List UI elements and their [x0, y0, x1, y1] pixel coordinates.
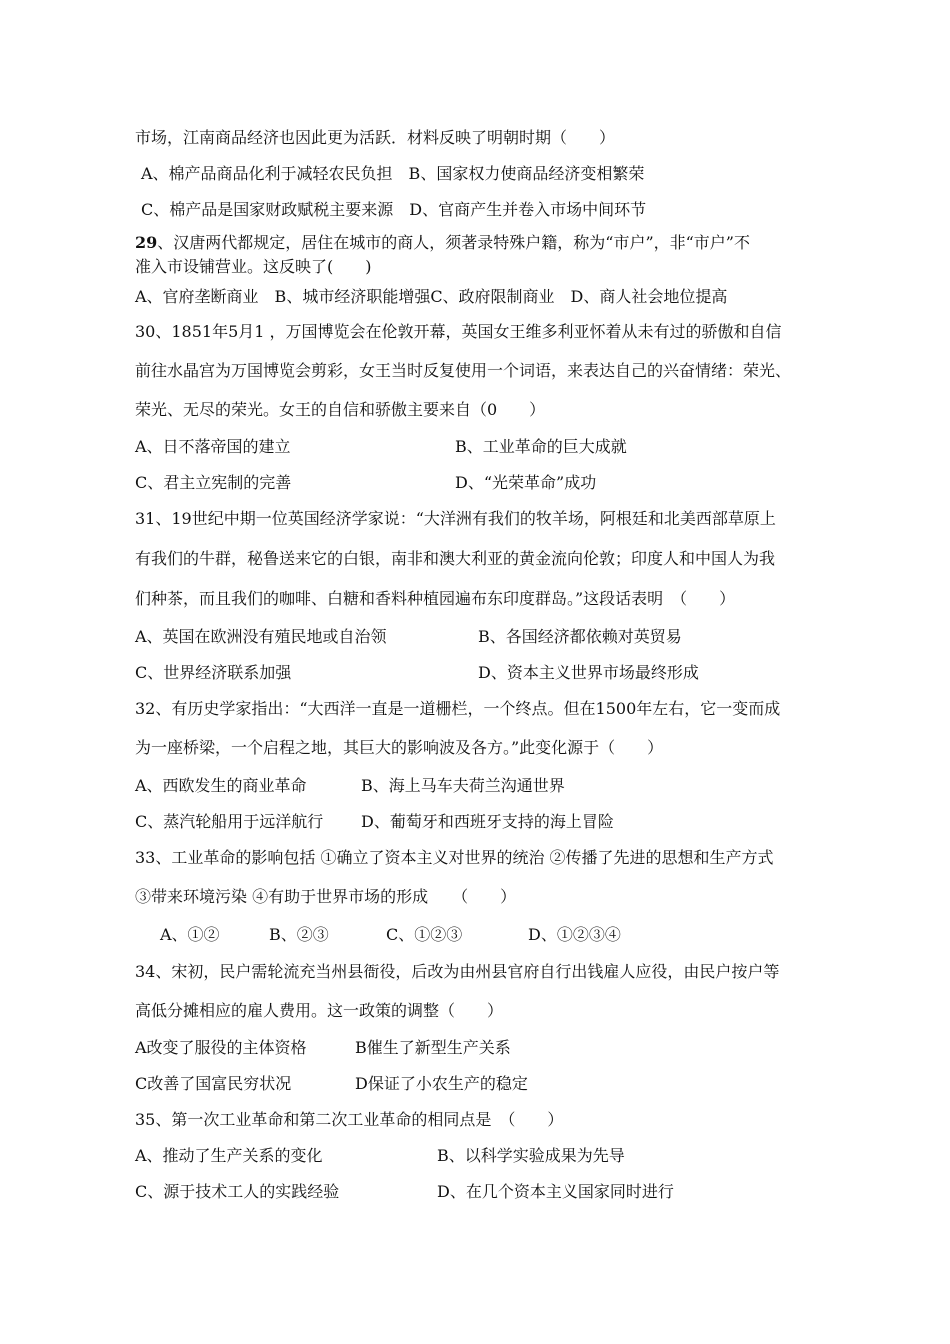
option-d: D、“光荣革命”成功 [455, 473, 597, 492]
option-a: A、日不落帝国的建立 [135, 437, 291, 456]
question-31-line: 31、19世纪中期一位英国经济学家说：“大洋洲有我们的牧羊场，阿根廷和北美西部草原上 [135, 509, 776, 528]
question-32-line: 32、有历史学家指出：“大西洋一直是一道栅栏，一个终点。但在1500年左右，它一变而成 [135, 699, 781, 718]
question-text-line: 市场，江南商品经济也因此更为活跃．材料反映了明朝时期（ ） [135, 128, 616, 147]
option-d: D、葡萄牙和西班牙支持的海上冒险 [361, 812, 614, 831]
question-29-line [135, 233, 750, 253]
question-text-line: ③带来环境污染 ④有助于世界市场的形成 （ ） [135, 887, 517, 906]
option-d: D保证了小农生产的稳定 [355, 1074, 528, 1093]
question-33-line: 33、工业革命的影响包括 ①确立了资本主义对世界的统治 ②传播了先进的思想和生产方式 [135, 848, 774, 867]
question-text-line: 准入市设铺营业。这反映了( ) [135, 257, 372, 276]
option-b: B、工业革命的巨大成就 [455, 437, 627, 456]
option-b: B、海上马车夫荷兰沟通世界 [361, 776, 565, 795]
option-line: A、棉产品商品化利于减轻农民负担 B、国家权力使商品经济变相繁荣 [141, 164, 645, 183]
option-d: D、①②③④ [528, 925, 621, 944]
option-d: D、资本主义世界市场最终形成 [478, 663, 699, 682]
question-text-line: 有我们的牛群，秘鲁送来它的白银，南非和澳大利亚的黄金流向伦敦；印度人和中国人为我 [135, 549, 776, 568]
question-text: 、汉唐两代都规定，居住在城市的商人，须著录特殊户籍，称为“市户”，非“市户”不 [157, 233, 750, 252]
option-b: B、各国经济都依赖对英贸易 [478, 627, 682, 646]
question-30-line: 30、1851年5月1 ，万国博览会在伦敦开幕，英国女王维多利亚怀着从未有过的骄傲和自信 [135, 322, 782, 341]
option-c: C、君主立宪制的完善 [135, 473, 292, 492]
question-text-line: 们种茶，而且我们的咖啡、白糖和香料种植园遍布东印度群岛。”这段话表明 （ ） [135, 589, 736, 608]
option-b: B、以科学实验成果为先导 [437, 1146, 625, 1165]
option-c: C、蒸汽轮船用于远洋航行 [135, 812, 324, 831]
question-text-line: 高低分摊相应的雇人费用。这一政策的调整（ ） [135, 1001, 504, 1020]
option-line: C、棉产品是国家财政赋税主要来源 D、官商产生并卷入市场中间环节 [141, 200, 647, 219]
option-line: A、官府垄断商业 B、城市经济职能增强C、政府限制商业 D、商人社会地位提高 [135, 287, 728, 306]
option-b: B、②③ [269, 925, 329, 944]
question-text-line: 前往水晶宫为万国博览会剪彩，女王当时反复使用一个词语，来表达自己的兴奋情绪：荣光、 [135, 361, 792, 380]
question-text-line: 为一座桥梁，一个启程之地，其巨大的影响波及各方。”此变化源于（ ） [135, 738, 664, 757]
option-b: B催生了新型生产关系 [355, 1038, 511, 1057]
option-c: C、世界经济联系加强 [135, 663, 292, 682]
option-a: A、推动了生产关系的变化 [135, 1146, 323, 1165]
option-c: C、①②③ [386, 925, 463, 944]
option-c: C、源于技术工人的实践经验 [135, 1182, 340, 1201]
option-a: A、西欧发生的商业革命 [135, 776, 307, 795]
option-a: A、英国在欧洲没有殖民地或自治领 [135, 627, 387, 646]
question-34-line: 34、宋初，民户需轮流充当州县衙役，后改为由州县官府自行出钱雇人应役，由民户按户等 [135, 962, 780, 981]
question-35-line: 35、第一次工业革命和第二次工业革命的相同点是 （ ） [135, 1110, 564, 1129]
question-number: 29 [135, 233, 158, 252]
option-a: A改变了服役的主体资格 [135, 1038, 307, 1057]
option-c: C改善了国富民穷状况 [135, 1074, 292, 1093]
option-d: D、在几个资本主义国家同时进行 [437, 1182, 674, 1201]
option-a: A、①② [160, 925, 220, 944]
question-text-line: 荣光、无尽的荣光。女王的自信和骄傲主要来自（0 ） [135, 400, 546, 419]
